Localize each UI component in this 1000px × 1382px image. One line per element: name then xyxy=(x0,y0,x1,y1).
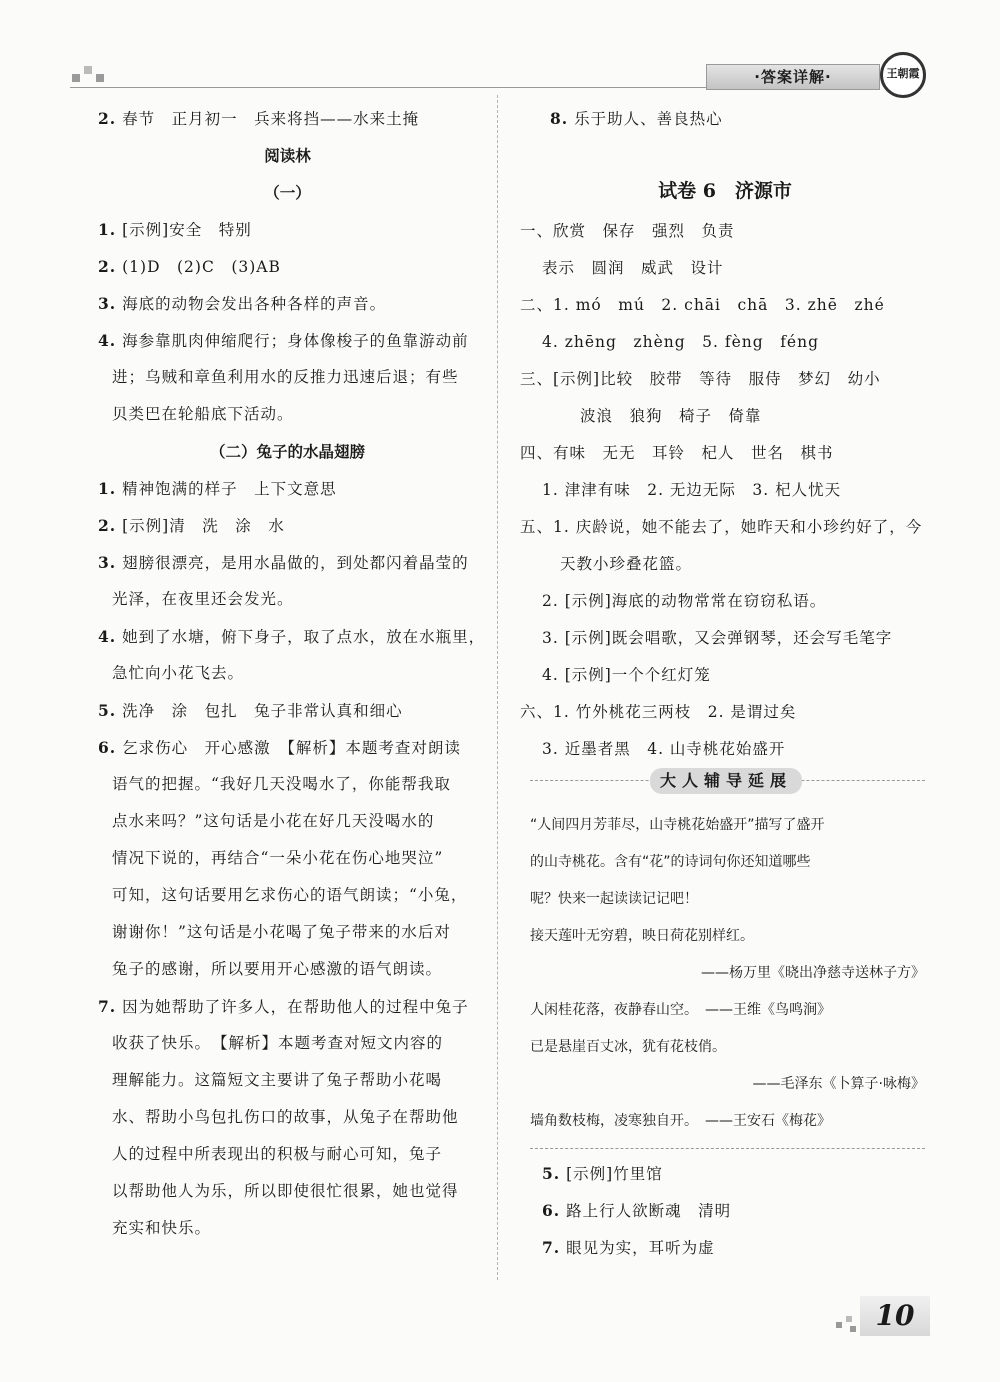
answer-line xyxy=(98,988,485,1025)
answer-text: 翅膀很漂亮，是用水晶做的，到处都闪着晶莹的 xyxy=(122,554,469,572)
answer-number: 1. xyxy=(98,220,117,239)
extension-title-text: 大人辅导延展 xyxy=(650,768,802,794)
answer-line xyxy=(530,955,925,992)
section-heading: （一） xyxy=(264,183,311,202)
answer-text: 理解能力。这篇短文主要讲了兔子帮助小花喝 xyxy=(112,1071,443,1089)
answer-line xyxy=(530,918,925,955)
answer-line xyxy=(90,914,485,951)
answer-number: 2. xyxy=(98,109,117,128)
answer-number: 7. xyxy=(98,997,117,1016)
answer-line xyxy=(90,1173,485,1210)
answer-line xyxy=(520,546,930,583)
answer-line xyxy=(542,1229,930,1266)
answer-number: 7. xyxy=(542,1238,561,1257)
answer-line xyxy=(520,620,930,657)
answer-text: 贝类巴在轮船底下活动。 xyxy=(112,405,294,423)
answer-text: 2. [示例]海底的动物常常在窃窃私语。 xyxy=(542,592,827,610)
answer-line xyxy=(520,583,930,620)
answer-line xyxy=(90,581,485,618)
answer-line xyxy=(90,766,485,803)
footer-square-decoration xyxy=(846,1316,852,1322)
answer-text: 收获了快乐。 【解析】本题考查对短文内容的 xyxy=(112,1034,444,1052)
answer-line xyxy=(98,618,485,655)
answer-number: 4. xyxy=(98,627,117,646)
header-square-decoration xyxy=(96,74,104,82)
answer-line xyxy=(90,655,485,692)
header-square-decoration xyxy=(84,66,92,74)
answer-text: 以帮助他人为乐，所以即使很忙很累，她也觉得 xyxy=(112,1182,459,1200)
answer-number: 5. xyxy=(98,701,117,720)
answer-line xyxy=(90,951,485,988)
answer-line xyxy=(90,1062,485,1099)
answer-line xyxy=(530,881,925,918)
answer-line xyxy=(520,657,930,694)
publisher-logo xyxy=(880,52,926,98)
answer-number: 3. xyxy=(98,553,117,572)
answer-line xyxy=(530,1066,925,1103)
answer-text: 充实和快乐。 xyxy=(112,1219,212,1237)
answer-number: 1. xyxy=(98,479,117,498)
extension-title xyxy=(530,771,925,807)
answer-text: 急忙向小花飞去。 xyxy=(112,664,245,682)
logo-text: 王朝霞 xyxy=(886,67,920,80)
answer-text: ——毛泽东《卜算子·咏梅》 xyxy=(752,1076,925,1092)
right-bottom-answers xyxy=(520,1155,930,1266)
answer-line xyxy=(530,844,925,881)
answer-text: 一、欣赏 保存 强烈 负责 xyxy=(520,222,735,240)
answer-text: [示例]清 洗 涂 水 xyxy=(122,517,285,535)
answer-text: 精神饱满的样子 上下文意思 xyxy=(122,480,337,498)
answer-line xyxy=(520,213,930,250)
answer-text: 因为她帮助了许多人，在帮助他人的过程中兔子 xyxy=(122,998,469,1016)
column-divider xyxy=(497,95,498,1280)
answer-line xyxy=(98,248,485,285)
answer-line xyxy=(98,544,485,581)
answer-line xyxy=(520,100,930,137)
answer-text: 3. 近墨者黑 4. 山寺桃花始盛开 xyxy=(542,740,786,758)
answer-line xyxy=(520,398,930,435)
answer-text: “人间四月芳菲尽，山寺桃花始盛开”描写了盛开 xyxy=(530,817,825,833)
answer-text: 路上行人欲断魂 清明 xyxy=(566,1202,732,1220)
answer-text: 点水来吗？”这句话是小花在好几天没喝水的 xyxy=(112,812,435,830)
answer-line xyxy=(520,287,930,324)
answer-line xyxy=(98,507,485,544)
answer-line xyxy=(520,731,930,768)
answer-text: 五、1. 庆龄说，她不能去了，她昨天和小珍约好了，今 xyxy=(520,518,923,536)
answer-text: 表示 圆润 威武 设计 xyxy=(542,259,724,277)
answer-text: 天教小珍叠花篮。 xyxy=(560,555,693,573)
extension-lines xyxy=(530,807,925,1140)
answer-text: 的山寺桃花。含有“花”的诗词句你还知道哪些 xyxy=(530,854,811,870)
answer-text: 1. 津津有味 2. 无边无际 3. 杞人忧天 xyxy=(542,481,842,499)
answer-text: 接天莲叶无穷碧，映日荷花别样红。 xyxy=(530,928,754,944)
answer-line xyxy=(90,1025,485,1062)
answer-text: 洗净 涂 包扎 兔子非常认真和细心 xyxy=(122,702,403,720)
answer-text: 二、1. mó mú 2. chāi chā 3. zhē zhé xyxy=(520,296,885,314)
answer-text: 光泽，在夜里还会发光。 xyxy=(112,590,294,608)
answer-text: 乞求伤心 开心感激 【解析】本题考查对朗读 xyxy=(122,739,461,757)
section-heading: （二）兔子的水晶翅膀 xyxy=(209,442,365,461)
answer-text: 4. [示例]一个个红灯笼 xyxy=(542,666,711,684)
answer-line xyxy=(530,1029,925,1066)
answer-text: 4. zhēng zhèng 5. fèng féng xyxy=(542,333,820,351)
header-badge: ·答案详解· xyxy=(706,64,880,90)
answer-text: 已是悬崖百丈冰，犹有花枝俏。 xyxy=(530,1039,726,1055)
extension-box xyxy=(530,771,925,1149)
answer-number: 4. xyxy=(98,331,117,350)
answer-number: 6. xyxy=(98,738,117,757)
answer-text: 六、1. 竹外桃花三两枝 2. 是谓过矣 xyxy=(520,703,797,721)
answer-line xyxy=(520,324,930,361)
answer-text: 她到了水塘，俯下身子，取了点水，放在水瓶里， xyxy=(122,628,486,646)
answer-line xyxy=(530,807,925,844)
answer-line xyxy=(520,250,930,287)
answer-number: 3. xyxy=(98,294,117,313)
answer-text: 人的过程中所表现出的积极与耐心可知，兔子 xyxy=(112,1145,443,1163)
answer-line xyxy=(90,803,485,840)
answer-line xyxy=(530,992,925,1029)
header-square-decoration xyxy=(72,74,80,82)
answer-text: 海底的动物会发出各种各样的声音。 xyxy=(122,295,387,313)
answer-text: 谢谢你！”这句话是小花喝了兔子带来的水后对 xyxy=(112,923,451,941)
section-heading: 阅读林 xyxy=(264,146,311,165)
answer-line xyxy=(530,1103,925,1140)
answer-text: 可知，这句话要用乞求伤心的语气朗读；“小兔， xyxy=(112,886,468,904)
answer-line xyxy=(98,211,485,248)
answer-line xyxy=(520,435,930,472)
answer-number: 5. xyxy=(542,1164,561,1183)
answer-line xyxy=(98,692,485,729)
answer-line xyxy=(542,1155,930,1192)
left-column xyxy=(90,100,485,1247)
answer-line xyxy=(520,472,930,509)
answer-text: ——杨万里《晓出净慈寺送林子方》 xyxy=(701,965,925,981)
answer-line xyxy=(520,509,930,546)
footer-square-decoration xyxy=(850,1326,856,1332)
answer-text: 海参靠肌肉伸缩爬行；身体像梭子的鱼靠游动前 xyxy=(122,332,469,350)
right-answers xyxy=(520,213,930,768)
answer-text: 兔子的感谢，所以要用开心感激的语气朗读。 xyxy=(112,960,443,978)
answer-text: (1)D (2)C (3)AB xyxy=(122,258,281,276)
answer-line xyxy=(90,396,485,433)
answer-text: 眼见为实，耳听为虚 xyxy=(566,1239,715,1257)
answer-text: 呢？快来一起读读记记吧！ xyxy=(530,891,698,907)
answer-line xyxy=(98,470,485,507)
test-title: 试卷 6 济源市 xyxy=(658,180,792,202)
answer-text: 情况下说的，再结合“一朵小花在伤心地哭泣” xyxy=(112,849,444,867)
answer-text: 波浪 狼狗 椅子 倚靠 xyxy=(580,407,762,425)
answer-number: 2. xyxy=(98,516,117,535)
extension-bottom-rule xyxy=(530,1140,925,1149)
right-column xyxy=(520,100,930,1266)
answer-line xyxy=(520,694,930,731)
answer-line xyxy=(98,322,485,359)
answer-text: 人闲桂花落，夜静春山空。 ——王维《鸟鸣涧》 xyxy=(530,1002,831,1018)
answer-line xyxy=(90,877,485,914)
answer-text: [示例]竹里馆 xyxy=(566,1165,663,1183)
answer-text: [示例]安全 特别 xyxy=(122,221,252,239)
answer-text: 水、帮助小鸟包扎伤口的故事，从兔子在帮助他 xyxy=(112,1108,459,1126)
answer-text: 四、有味 无无 耳铃 杞人 世名 棋书 xyxy=(520,444,834,462)
answer-text: 乐于助人、善良热心 xyxy=(574,110,723,128)
answer-text: 春节 正月初一 兵来将挡——水来土掩 xyxy=(122,110,420,128)
answer-line xyxy=(520,361,930,398)
answer-line xyxy=(90,359,485,396)
answer-number: 6. xyxy=(542,1201,561,1220)
answer-text: 语气的把握。“我好几天没喝水了，你能帮我取 xyxy=(112,775,451,793)
answer-line xyxy=(542,1192,930,1229)
answer-line xyxy=(90,1210,485,1247)
answer-number: 8. xyxy=(550,109,569,128)
answer-line xyxy=(98,285,485,322)
answer-text: 三、[示例]比较 胶带 等待 服侍 梦幻 幼小 xyxy=(520,370,881,388)
answer-line xyxy=(98,100,485,137)
answer-line xyxy=(90,840,485,877)
answer-text: 3. [示例]既会唱歌，又会弹钢琴，还会写毛笔字 xyxy=(542,629,893,647)
page-number: 10 xyxy=(860,1296,930,1336)
answer-line xyxy=(90,1136,485,1173)
answer-line xyxy=(90,1099,485,1136)
answer-number: 2. xyxy=(98,257,117,276)
answer-text: 进；乌贼和章鱼利用水的反推力迅速后退；有些 xyxy=(112,368,459,386)
answer-line xyxy=(98,729,485,766)
footer-square-decoration xyxy=(836,1322,842,1328)
answer-text: 墙角数枝梅，凌寒独自开。 ——王安石《梅花》 xyxy=(530,1113,831,1129)
